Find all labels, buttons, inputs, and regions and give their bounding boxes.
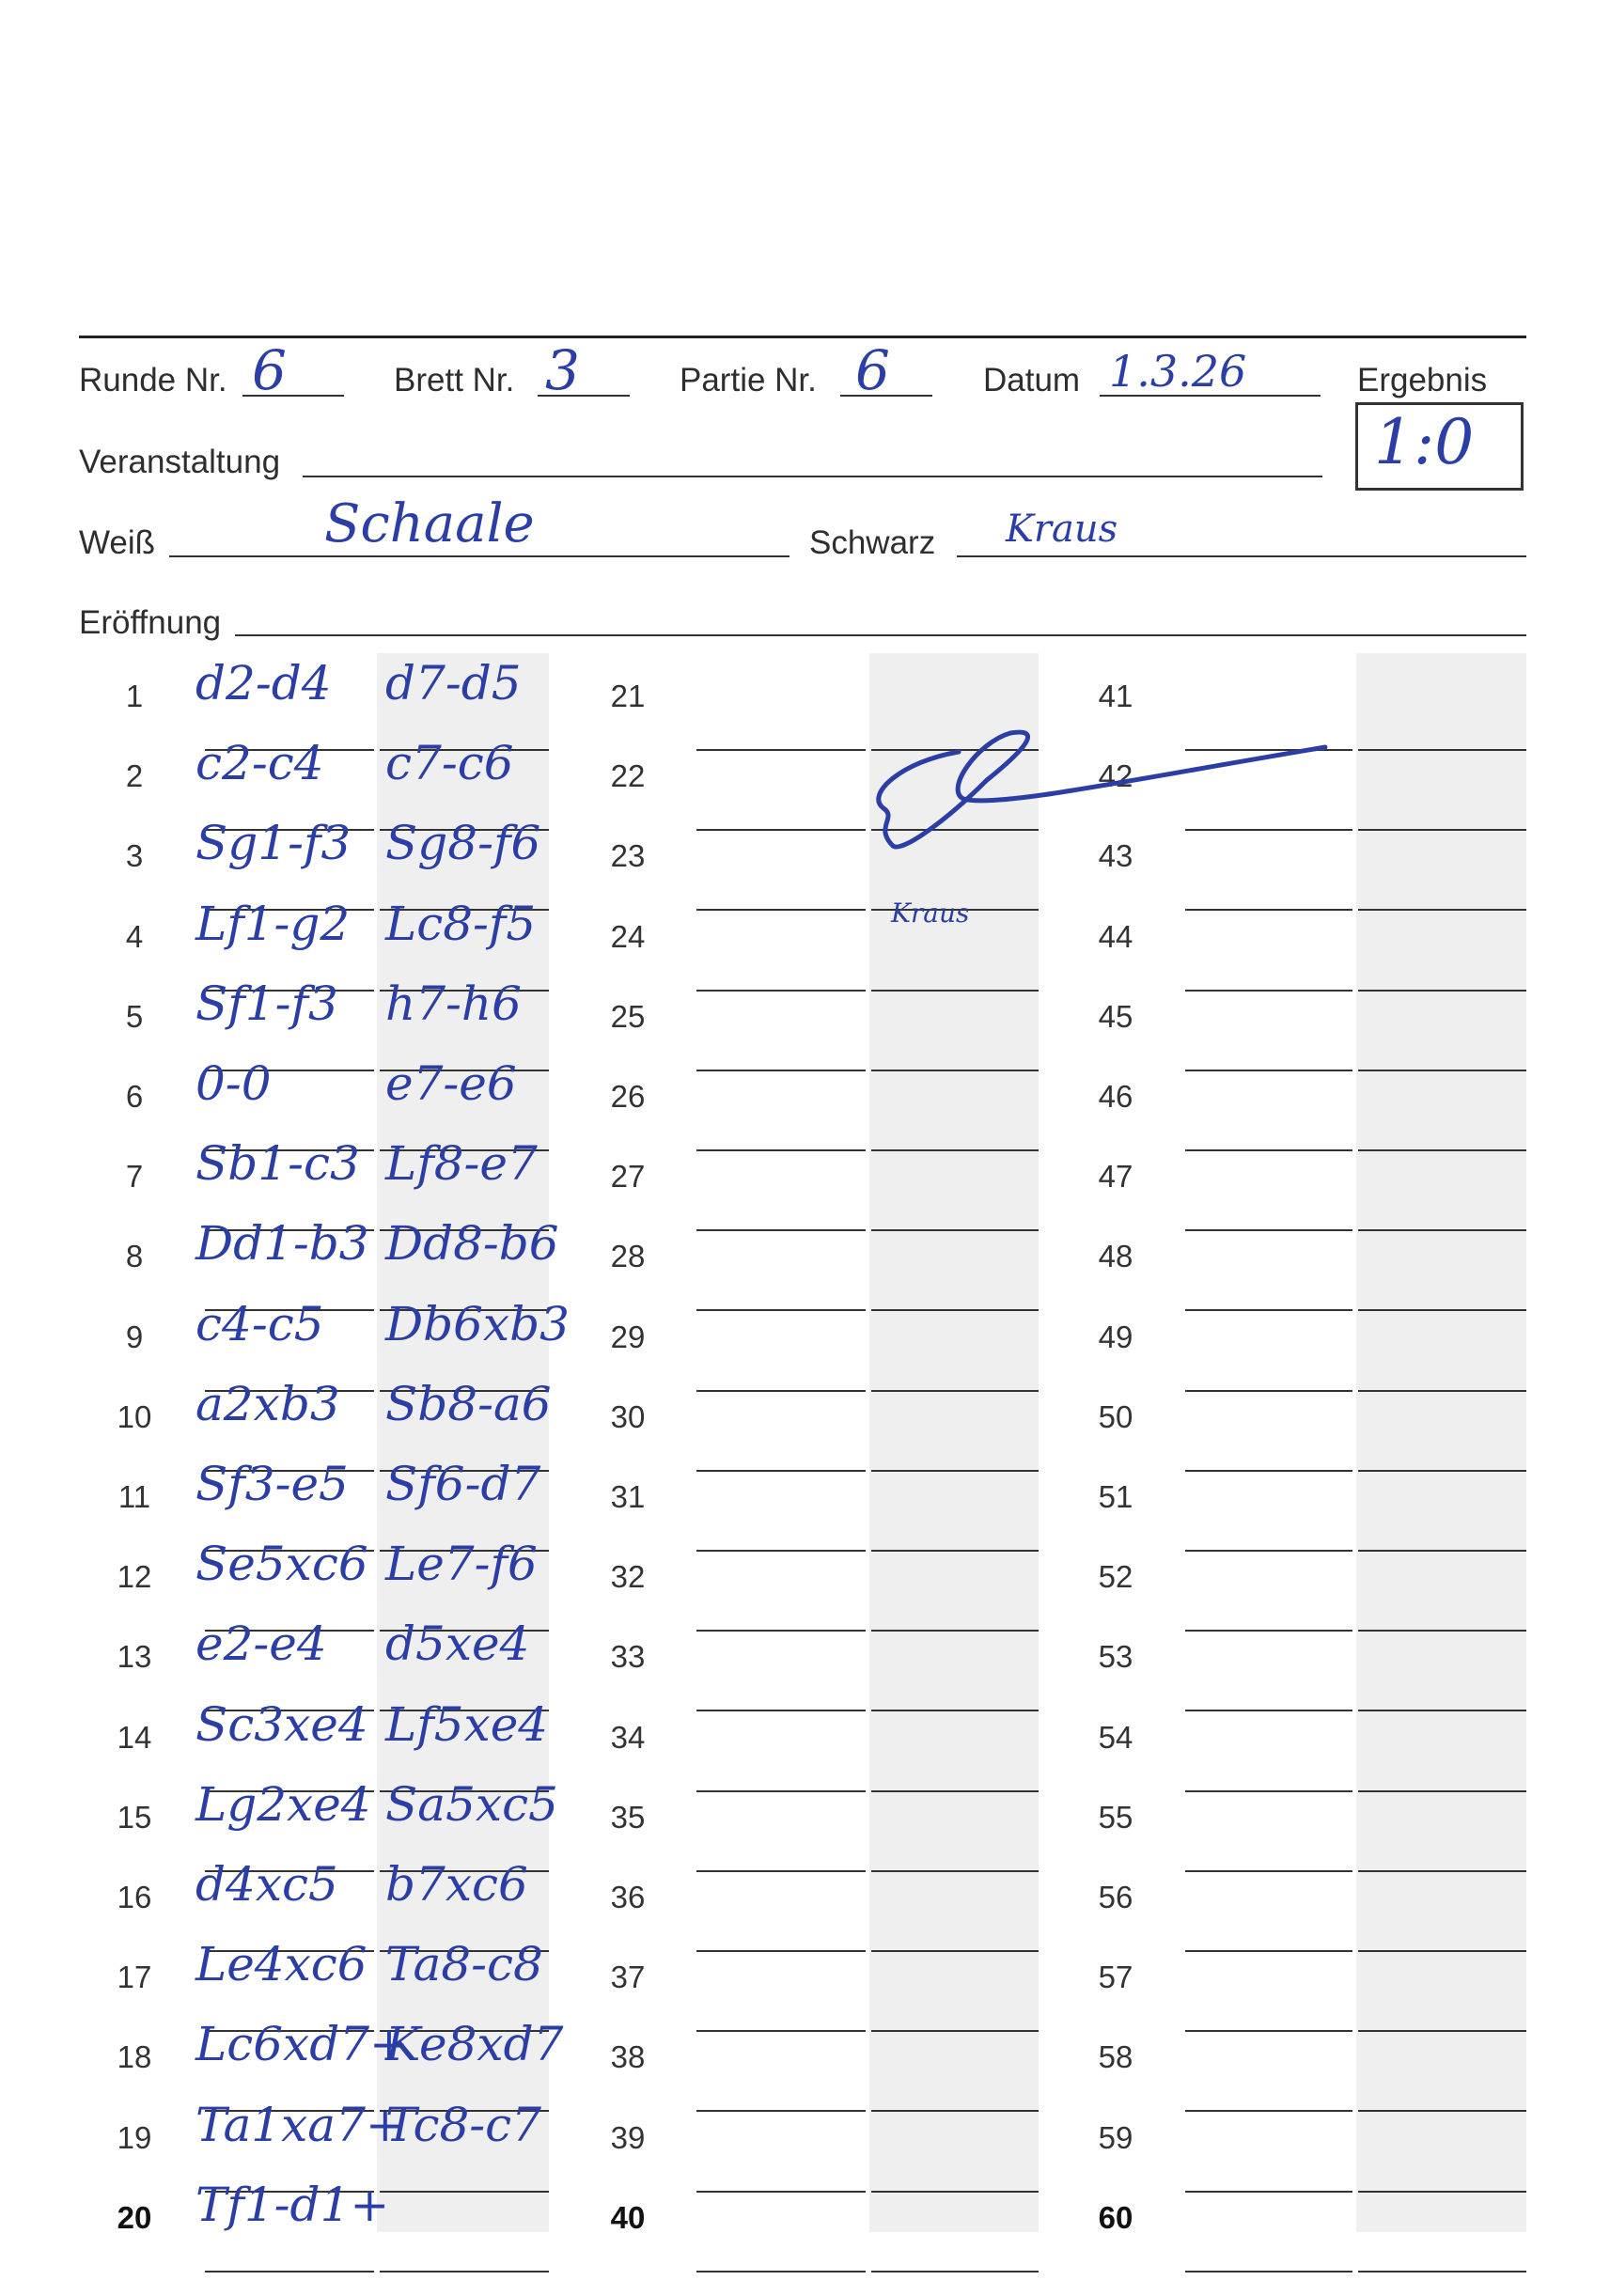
move-number: 23 — [610, 838, 646, 874]
white-move-line — [1185, 1790, 1352, 1792]
move-number: 57 — [1098, 1960, 1133, 1995]
black-player-name[interactable]: Kraus — [1006, 508, 1118, 551]
black-move-line — [1358, 1309, 1526, 1311]
white-move-line — [1185, 1710, 1352, 1711]
black-move-line — [1358, 1470, 1526, 1472]
white-move-line — [1185, 1149, 1352, 1151]
opening-label: Eröffnung — [79, 604, 222, 641]
move-number: 24 — [610, 918, 646, 954]
white-move[interactable]: e2-e4 — [195, 1617, 327, 1672]
move-number: 55 — [1098, 1799, 1133, 1835]
board-label: Brett Nr. — [394, 362, 515, 398]
black-move-line — [1358, 829, 1526, 831]
move-number: 4 — [125, 918, 144, 954]
white-move-line — [1185, 909, 1352, 911]
move-number: 47 — [1098, 1159, 1133, 1195]
black-move[interactable]: Ke8xd7 — [385, 2017, 564, 2072]
black-move-line — [871, 1790, 1039, 1792]
move-number: 25 — [610, 998, 646, 1034]
move-number: 28 — [610, 1239, 646, 1274]
move-number: 39 — [610, 2119, 646, 2155]
black-move[interactable]: d5xe4 — [385, 1617, 530, 1672]
white-move-line — [696, 990, 866, 992]
move-number: 9 — [125, 1319, 144, 1354]
white-move-line — [696, 829, 866, 831]
move-number: 13 — [117, 1639, 152, 1675]
game-label: Partie Nr. — [680, 362, 817, 398]
col2-black-shade — [869, 653, 1039, 2232]
game-value[interactable]: 6 — [855, 338, 890, 402]
black-move-line — [1358, 1630, 1526, 1632]
black-move[interactable]: h7-h6 — [385, 976, 522, 1031]
white-move[interactable]: Ta1xa7+ — [195, 2097, 405, 2152]
move-number: 17 — [117, 1960, 152, 1995]
black-move-line — [871, 1630, 1039, 1632]
white-move-line — [1185, 1870, 1352, 1872]
signature-text: Kraus — [891, 898, 970, 929]
move-number: 40 — [610, 2199, 646, 2235]
black-move-line — [871, 1309, 1039, 1311]
white-move[interactable]: Le4xc6 — [195, 1937, 367, 1992]
white-move[interactable]: Se5xc6 — [195, 1537, 368, 1592]
white-move[interactable]: d2-d4 — [195, 656, 332, 711]
move-number: 16 — [117, 1880, 152, 1914]
move-number: 38 — [610, 2039, 646, 2075]
white-move-line — [696, 909, 866, 911]
white-move-line — [696, 1149, 866, 1151]
black-move-line — [1358, 1870, 1526, 1872]
white-move-line — [1185, 1630, 1352, 1632]
black-move[interactable]: Sg8-f6 — [385, 816, 541, 871]
white-move-line — [1185, 2271, 1352, 2273]
move-number: 15 — [117, 1799, 152, 1835]
black-label: Schwarz — [809, 524, 936, 561]
move-number: 22 — [610, 758, 646, 794]
white-move-line — [696, 1229, 866, 1231]
move-number: 33 — [610, 1639, 646, 1675]
black-move[interactable]: c7-c6 — [385, 736, 514, 791]
white-move[interactable]: Lf1-g2 — [195, 896, 351, 951]
move-number: 2 — [125, 758, 144, 794]
white-move-line — [696, 1390, 866, 1392]
move-number: 11 — [117, 1479, 151, 1514]
move-number: 50 — [1098, 1398, 1133, 1434]
white-move-line — [205, 2271, 374, 2273]
white-move-line — [696, 1630, 866, 1632]
event-line — [303, 476, 1322, 477]
move-number: 7 — [125, 1159, 144, 1195]
move-number: 54 — [1098, 1719, 1133, 1755]
move-number: 60 — [1098, 2199, 1133, 2235]
white-move[interactable]: Sb1-c3 — [195, 1136, 360, 1192]
white-move[interactable]: 0-0 — [195, 1056, 272, 1111]
move-number: 46 — [1098, 1079, 1133, 1114]
black-move[interactable]: Dd8-b6 — [385, 1216, 559, 1272]
white-player-name[interactable]: Schaale — [324, 493, 535, 554]
black-move-line — [1358, 1229, 1526, 1231]
white-move[interactable]: Dd1-b3 — [195, 1216, 369, 1272]
move-number: 6 — [125, 1079, 144, 1114]
black-move[interactable]: Lf5xe4 — [385, 1696, 549, 1752]
white-move-line — [696, 1470, 866, 1472]
move-number: 59 — [1098, 2119, 1133, 2155]
white-move-line — [1185, 1229, 1352, 1231]
col3-black-shade — [1356, 653, 1526, 2232]
white-move-line — [696, 2110, 866, 2112]
move-number: 35 — [610, 1799, 646, 1835]
black-move-line — [1358, 2271, 1526, 2273]
black-move-line — [1358, 909, 1526, 911]
move-number: 56 — [1098, 1880, 1133, 1914]
result-value[interactable]: 1:0 — [1374, 406, 1475, 478]
black-move-line — [871, 990, 1039, 992]
opening-line — [235, 634, 1526, 636]
move-number: 18 — [117, 2039, 152, 2075]
white-move[interactable]: Sg1-f3 — [195, 816, 352, 871]
white-move-line — [696, 1710, 866, 1711]
white-move-line — [1185, 1070, 1352, 1071]
black-move[interactable]: Lc8-f5 — [385, 896, 537, 951]
white-move-line — [1185, 1950, 1352, 1952]
black-move-line — [1358, 1950, 1526, 1952]
white-move[interactable]: c4-c5 — [195, 1296, 324, 1351]
move-number: 37 — [610, 1960, 646, 1995]
move-number: 51 — [1098, 1479, 1133, 1514]
move-number: 52 — [1098, 1559, 1133, 1595]
signature-scribble — [846, 714, 1335, 855]
white-move-line — [696, 1309, 866, 1311]
white-move-line — [1185, 990, 1352, 992]
white-move-line — [1185, 2191, 1352, 2193]
black-move-line — [871, 1470, 1039, 1472]
move-number: 3 — [125, 838, 144, 874]
white-move-line — [1185, 1470, 1352, 1472]
move-number: 32 — [610, 1559, 646, 1595]
move-number: 21 — [610, 679, 646, 713]
white-move[interactable]: a2xb3 — [195, 1376, 340, 1431]
black-move-line — [1358, 1149, 1526, 1151]
white-move-line — [1185, 1390, 1352, 1392]
white-move-line — [696, 1870, 866, 1872]
black-move-line — [1358, 1070, 1526, 1071]
move-number: 14 — [117, 1719, 152, 1755]
black-move-line — [1358, 1790, 1526, 1792]
move-number: 34 — [610, 1719, 646, 1755]
move-number: 20 — [117, 2199, 152, 2235]
white-move-line — [696, 2191, 866, 2193]
black-move-line — [380, 2191, 549, 2193]
black-move-line — [871, 1950, 1039, 1952]
white-move-line — [696, 2271, 866, 2273]
move-number: 45 — [1098, 998, 1133, 1034]
black-move-line — [871, 1710, 1039, 1711]
black-move-line — [1358, 1710, 1526, 1711]
event-label: Veranstaltung — [79, 444, 281, 480]
black-move[interactable]: Ta8-c8 — [385, 1937, 543, 1992]
black-move[interactable]: Tc8-c7 — [385, 2097, 541, 2152]
black-move[interactable]: d7-d5 — [385, 656, 522, 711]
black-move-line — [871, 2191, 1039, 2193]
move-number: 41 — [1098, 679, 1133, 713]
white-move[interactable]: Sf3-e5 — [195, 1457, 349, 1511]
white-move-line — [696, 1790, 866, 1792]
black-move-line — [1358, 1390, 1526, 1392]
date-label: Datum — [983, 362, 1081, 398]
black-move[interactable]: Sa5xc5 — [385, 1776, 558, 1832]
white-move-line — [1185, 1550, 1352, 1552]
black-move[interactable]: e7-e6 — [385, 1056, 517, 1111]
black-move[interactable]: Lf8-e7 — [385, 1136, 538, 1192]
white-move-line — [1185, 2030, 1352, 2032]
board-value[interactable]: 3 — [545, 338, 580, 402]
move-number: 48 — [1098, 1239, 1133, 1274]
top-rule — [79, 336, 1526, 338]
black-move-line — [380, 2271, 549, 2273]
round-label: Runde Nr. — [79, 362, 227, 398]
date-value[interactable]: 1.3.26 — [1109, 346, 1247, 397]
black-move-line — [871, 1229, 1039, 1231]
move-number: 10 — [117, 1398, 152, 1434]
white-move-line — [696, 1950, 866, 1952]
round-value[interactable]: 6 — [252, 338, 287, 402]
black-move[interactable]: b7xc6 — [385, 1857, 528, 1912]
black-line — [957, 555, 1526, 557]
move-number: 8 — [125, 1239, 144, 1274]
white-line — [169, 555, 789, 557]
white-move[interactable]: d4xc5 — [195, 1857, 338, 1912]
white-move-line — [696, 749, 866, 751]
move-number: 27 — [610, 1159, 646, 1195]
black-move[interactable]: Db6xb3 — [385, 1296, 570, 1351]
white-move[interactable]: Sf1-f3 — [195, 976, 338, 1031]
black-move-line — [871, 2030, 1039, 2032]
move-number: 30 — [610, 1398, 646, 1434]
white-move[interactable]: Lc6xd7+ — [195, 2017, 409, 2072]
black-move-line — [871, 1390, 1039, 1392]
black-move-line — [871, 1070, 1039, 1071]
move-number: 44 — [1098, 918, 1133, 954]
black-move-line — [1358, 990, 1526, 992]
move-number: 26 — [610, 1079, 646, 1114]
move-number: 42 — [1098, 758, 1133, 794]
black-move[interactable]: Sf6-d7 — [385, 1457, 541, 1511]
white-move-line — [1185, 2110, 1352, 2112]
white-move-line — [696, 1550, 866, 1552]
move-number: 53 — [1098, 1639, 1133, 1675]
white-move[interactable]: Tf1-d1+ — [195, 2177, 390, 2232]
black-move[interactable]: Sb8-a6 — [385, 1376, 552, 1431]
black-move[interactable]: Le7-f6 — [385, 1537, 538, 1592]
move-number: 12 — [117, 1559, 152, 1595]
white-label: Weiß — [79, 524, 156, 561]
move-number: 1 — [125, 679, 144, 713]
white-move-line — [696, 1070, 866, 1071]
black-move-line — [871, 2110, 1039, 2112]
white-move[interactable]: Lg2xe4 — [195, 1776, 371, 1832]
black-move-line — [1358, 2030, 1526, 2032]
move-number: 19 — [117, 2119, 152, 2155]
move-number: 49 — [1098, 1319, 1133, 1354]
black-move-line — [1358, 2110, 1526, 2112]
black-move-line — [871, 2271, 1039, 2273]
white-move-line — [696, 2030, 866, 2032]
black-move-line — [1358, 2191, 1526, 2193]
white-move-line — [1185, 1309, 1352, 1311]
move-number: 29 — [610, 1319, 646, 1354]
white-move[interactable]: c2-c4 — [195, 736, 324, 791]
move-number: 36 — [610, 1880, 646, 1914]
col1-black-shade — [377, 653, 549, 2232]
white-move[interactable]: Sc3xe4 — [195, 1696, 368, 1752]
black-move-line — [871, 1149, 1039, 1151]
move-number: 43 — [1098, 838, 1133, 874]
result-label: Ergebnis — [1357, 362, 1488, 398]
move-number: 5 — [125, 998, 144, 1034]
black-move-line — [871, 1550, 1039, 1552]
black-move-line — [871, 1870, 1039, 1872]
black-move-line — [1358, 1550, 1526, 1552]
move-number: 58 — [1098, 2039, 1133, 2075]
move-number: 31 — [610, 1479, 646, 1514]
black-move-line — [1358, 749, 1526, 751]
